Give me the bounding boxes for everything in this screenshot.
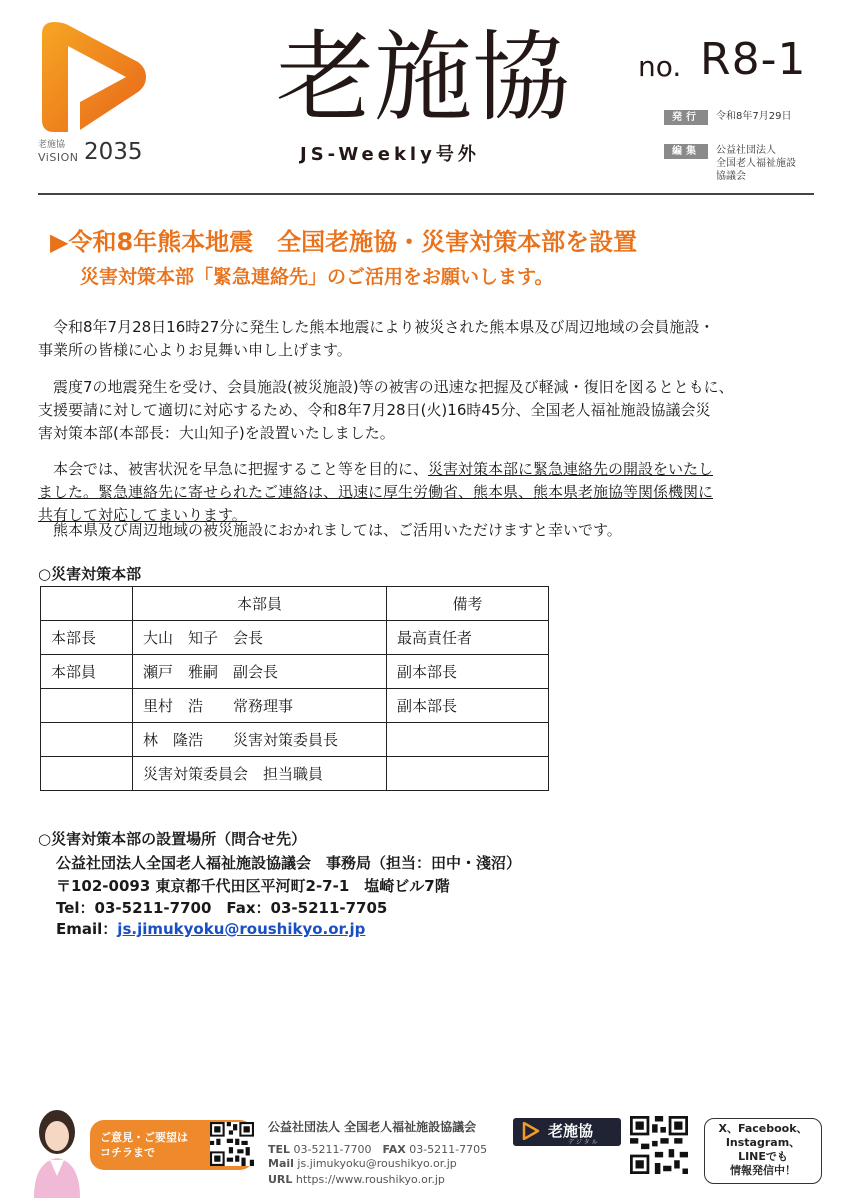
publish-info	[664, 110, 791, 125]
logo-vision-text: ViSION	[38, 151, 79, 164]
publish-date: 令和8年7月29日	[716, 111, 792, 122]
sns-info-text: X、Facebook、 Instagram、 LINEでも 情報発信中！	[718, 1122, 808, 1177]
footer-url-link[interactable]: https://www.roushikyo.or.jp	[295, 1173, 445, 1186]
editor-line: 公益社団法人	[716, 145, 776, 156]
play-logo-icon	[522, 1122, 540, 1140]
subheadline: 災害対策本部「緊急連絡先」のご活用をお願いします。	[80, 266, 554, 288]
feedback-qr-code[interactable]	[210, 1122, 254, 1166]
footer-org-name: 公益社団法人 全国老人福祉施設協議会	[268, 1120, 477, 1134]
digital-title: 老施協	[548, 1122, 594, 1140]
editor-line: 協議会	[716, 171, 746, 182]
table-section-label: ○災害対策本部	[38, 565, 142, 583]
table-row: 災害対策委員会 担当職員	[41, 757, 549, 791]
underlined-text: 災害対策本部に緊急連絡先の開設をいたし	[428, 460, 714, 478]
email-label: Email：	[56, 920, 118, 938]
roushikyo-vision-logo	[40, 18, 146, 136]
table-row: 本部員 瀬戸 雅嗣 副会長 副本部長	[41, 655, 549, 689]
paragraph-2: 震度7の地震発生を受け、会員施設(被災施設)等の被害の迅速な把握及び軽減・復旧を図るとともに、 支援要請に対して適切に対応するため、令和8年7月28日(火)16時45分、全国老人福祉施設協議会災 害対策本部(本部長：大山知子)を設置いたしました。	[38, 378, 734, 442]
paragraph-1: 令和8年7月28日16時27分に発生した熊本地震により被災された熊本県及び周辺地域の会員施設・ 事業所の皆様に心よりお見舞い申し上げます。	[38, 318, 715, 359]
contact-org: 公益社団法人全国老人福祉施設協議会 事務局（担当：田中・淺沼）	[56, 854, 522, 872]
digital-subtitle: デジタル	[568, 1139, 600, 1146]
table-row: 里村 浩 常務理事 副本部長	[41, 689, 549, 723]
footer-mail: Mail js.jimukyoku@roushikyo.or.jp	[268, 1157, 457, 1170]
staff-illustration	[24, 1106, 90, 1198]
logo-year-text: 2035	[84, 139, 143, 165]
table-row: 林 隆浩 災害対策委員長	[41, 723, 549, 757]
editor-info	[664, 144, 796, 183]
paragraph-4: 熊本県及び周辺地域の被災施設におかれましては、ご活用いただけますと幸いです。	[38, 521, 622, 539]
members-table	[40, 586, 549, 791]
underlined-text: ました。緊急連絡先に寄せられたご連絡は、迅速に厚生労働省、熊本県、熊本県老施協等関係機関に	[38, 483, 714, 501]
headline: ▶令和8年熊本地震 全国老施協・災害対策本部を設置	[50, 228, 638, 256]
contact-address: 〒102-0093 東京都千代田区平河町2-7-1 塩崎ビル7階	[56, 877, 450, 895]
masthead-subtitle: JS-Weekly号外	[300, 144, 480, 165]
footer-mail-link[interactable]: js.jimukyoku@roushikyo.or.jp	[297, 1157, 457, 1170]
contact-email	[56, 919, 365, 940]
issue-prefix: no.	[638, 50, 682, 83]
issue-number: R8-1	[700, 34, 807, 85]
editor-label: 編集	[664, 144, 708, 159]
logo-small-text: 老施協	[38, 140, 66, 150]
table-header-row: 本部員 備考	[41, 587, 549, 621]
digital-qr-code[interactable]	[630, 1116, 688, 1174]
header-divider	[38, 193, 814, 195]
contact-section-label: ○災害対策本部の設置場所（問合せ先）	[38, 830, 307, 848]
table-row: 本部長 大山 知子 会長 最高責任者	[41, 621, 549, 655]
footer-url: URL https://www.roushikyo.or.jp	[268, 1173, 445, 1186]
email-link[interactable]: js.jimukyoku@roushikyo.or.jp	[117, 920, 366, 938]
footer-tel-fax: TEL 03-5211-7700 FAX 03-5211-7705	[268, 1143, 488, 1156]
publish-label: 発行	[664, 110, 708, 125]
underlined-text: 共有して対応してまいります。	[38, 506, 247, 524]
editor-line: 全国老人福祉施設	[716, 158, 796, 169]
masthead-title: 老施協	[275, 21, 570, 135]
paragraph-3: 本会では、被害状況を早急に把握すること等を目的に、災害対策本部に緊急連絡先の開設をいたし ました。緊急連絡先に寄せられたご連絡は、迅速に厚生労働省、熊本県、熊本県老施協等関係機関に 共有して対応してまいります。	[38, 458, 818, 527]
feedback-bubble-text: ご意見・ご要望は コチラまで	[100, 1131, 188, 1159]
contact-phone: Tel：03-5211-7700 Fax：03-5211-7705	[56, 899, 388, 917]
